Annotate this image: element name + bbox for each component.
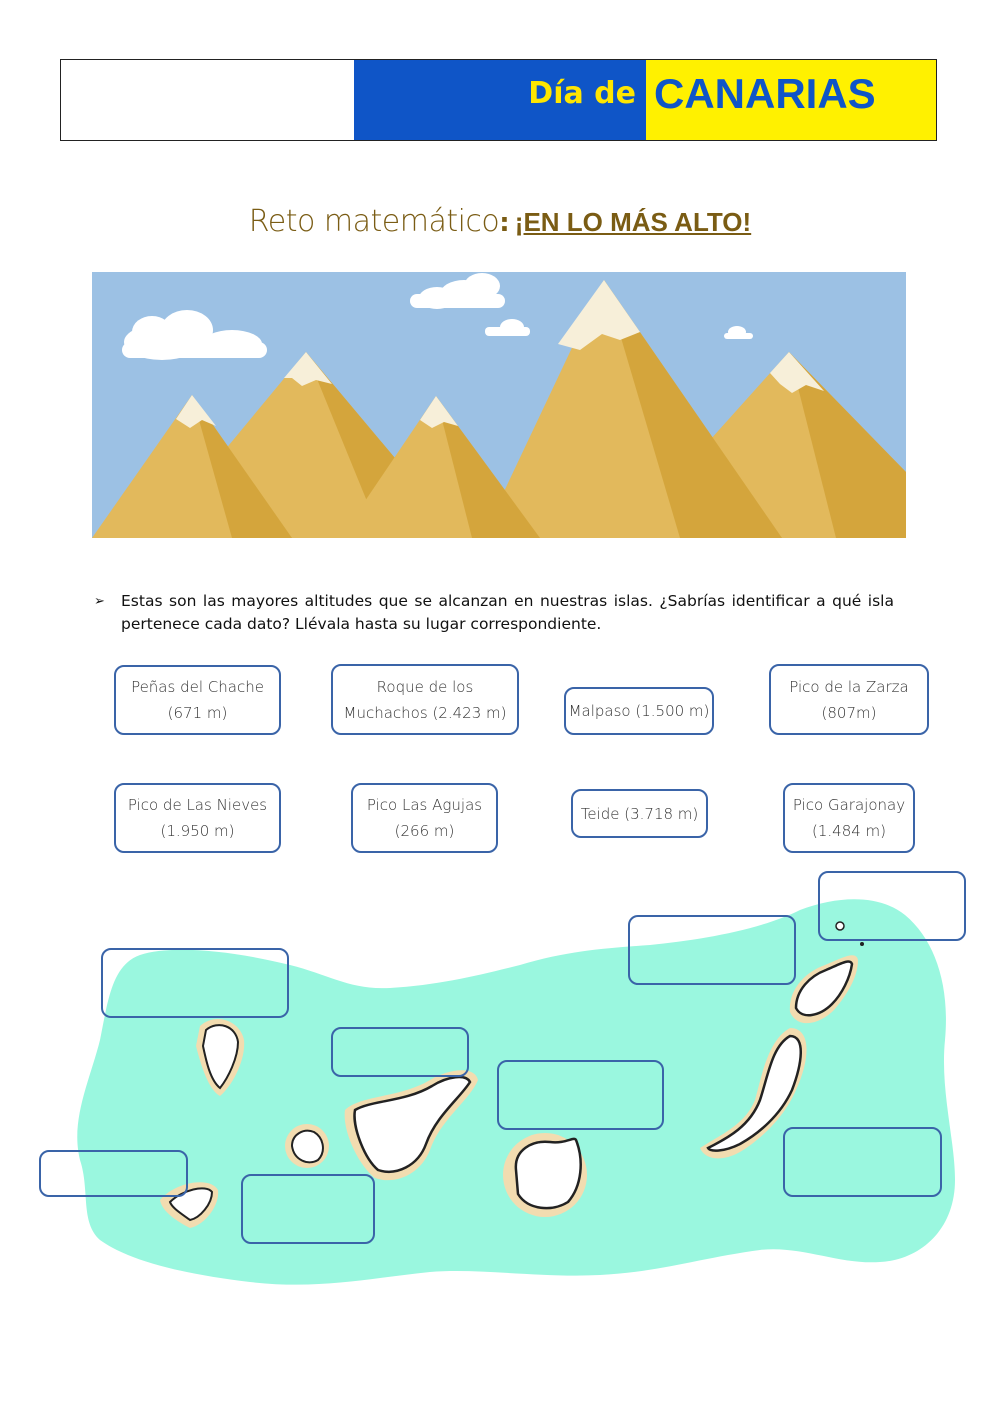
card-line: Malpaso (1.500 m) [568,702,710,720]
card-line: Pico de la Zarza [789,677,909,696]
header-banner [60,59,937,141]
card-pico-de-la-zarza[interactable] [769,664,929,735]
card-line: Teide (3.718 m) [580,804,699,823]
card-line: Pico Las Agujas [366,796,483,814]
instruction-text: Estas son las mayores altitudes que se alcanzan en nuestras islas. ¿Sabrías identificar a qué isla pertenece cada dato? Llévala hasta su lugar correspondiente. [121,592,894,633]
card-line: (266 m) [394,822,455,840]
title-colon: : [499,208,510,238]
drop-target-la-palma[interactable] [101,948,289,1018]
title-reto: Reto matemático [248,204,500,239]
island-gran-canaria [503,1133,587,1217]
card-penas-del-chache[interactable] [114,665,281,735]
card-roque-de-los-muchachos[interactable] [331,664,519,735]
arrow-bullet-icon: ➢ [94,594,105,609]
card-line: (1.950 m) [160,822,235,840]
drop-target-lanzarote[interactable] [628,915,796,985]
flag-blue-stripe [354,60,646,140]
drop-target-la-gomera[interactable] [241,1174,375,1244]
drop-target-gran-canaria[interactable] [497,1060,664,1130]
card-line: (807m) [821,703,877,722]
flag-yellow-stripe [646,60,936,140]
card-line: Pico Garajonay [792,796,906,814]
card-line: Muchachos (2.423 m) [343,703,507,722]
flag-white-stripe [61,60,354,140]
card-line: Pico de Las Nieves [127,796,268,814]
mountains-illustration [92,272,906,538]
page-title [0,204,1000,239]
island-la-gomera [285,1124,329,1168]
card-line: Peñas del Chache [131,678,264,696]
card-line: (671 m) [167,704,228,722]
drop-target-la-gomera-north[interactable] [331,1027,469,1077]
card-pico-de-las-nieves[interactable] [114,783,281,853]
title-subtitle: ¡EN LO MÁS ALTO! [514,207,752,237]
card-line: Roque de los [376,677,474,696]
drop-target-la-graciosa[interactable] [818,871,966,941]
instruction [94,590,894,636]
drop-target-fuerteventura[interactable] [783,1127,942,1197]
drop-target-el-hierro[interactable] [39,1150,188,1197]
card-pico-garajonay[interactable] [783,783,915,853]
dia-de-label: Día de [528,76,636,111]
card-line: (1.484 m) [811,822,887,840]
canarias-label: CANARIAS [654,70,876,117]
card-malpaso[interactable] [564,687,714,735]
card-pico-las-agujas[interactable] [351,783,498,853]
card-teide[interactable] [571,789,708,838]
